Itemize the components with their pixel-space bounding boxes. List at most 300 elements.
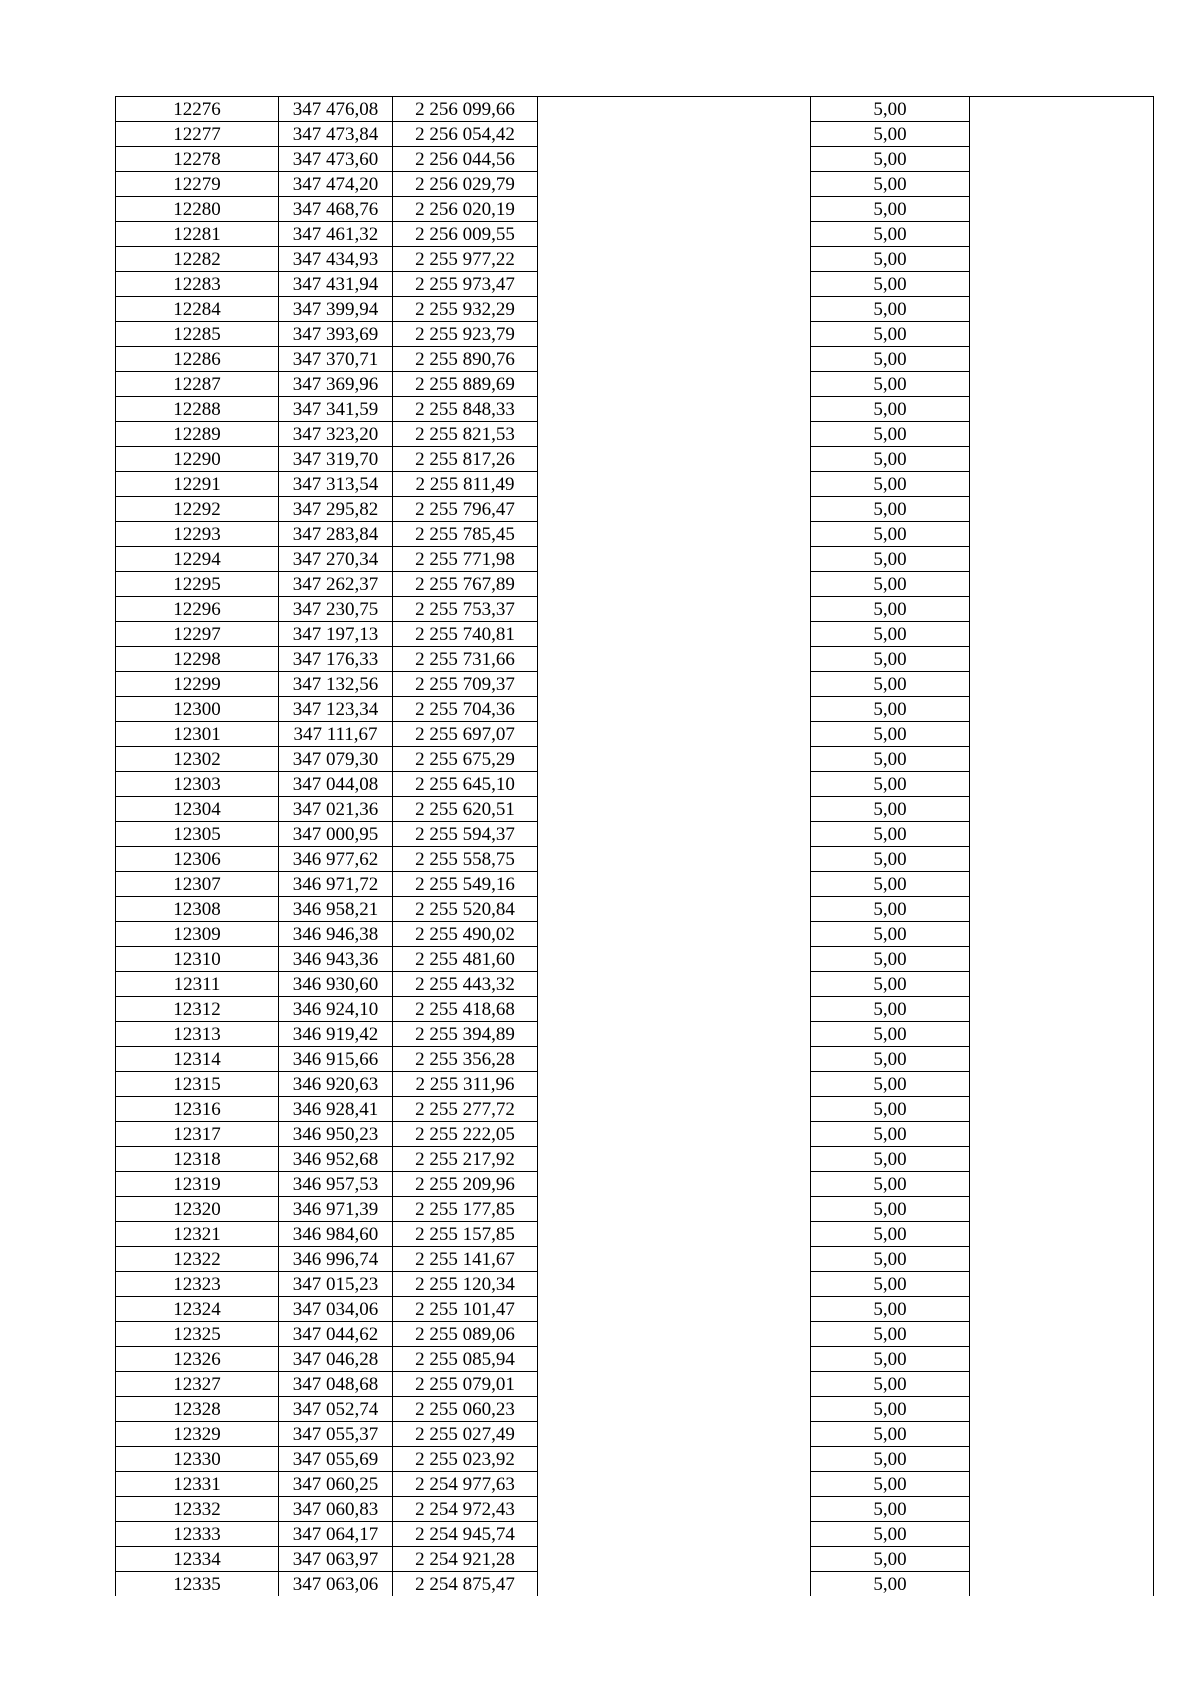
x-coordinate-cell: 346 957,53 <box>279 1172 393 1197</box>
y-coordinate-cell: 2 255 771,98 <box>393 547 538 572</box>
x-coordinate-cell: 346 950,23 <box>279 1122 393 1147</box>
y-coordinate-cell: 2 255 222,05 <box>393 1122 538 1147</box>
y-coordinate-cell: 2 255 490,02 <box>393 922 538 947</box>
accuracy-value-cell: 5,00 <box>811 872 970 897</box>
accuracy-value-cell: 5,00 <box>811 297 970 322</box>
empty-cell <box>538 547 811 572</box>
empty-cell <box>538 822 811 847</box>
x-coordinate-cell: 346 996,74 <box>279 1247 393 1272</box>
x-coordinate-cell: 346 971,72 <box>279 872 393 897</box>
y-coordinate-cell: 2 255 675,29 <box>393 747 538 772</box>
point-number-cell: 12335 <box>116 1572 279 1597</box>
empty-cell <box>538 1147 811 1172</box>
x-coordinate-cell: 347 052,74 <box>279 1397 393 1422</box>
empty-cell <box>970 1022 1154 1047</box>
accuracy-value-cell: 5,00 <box>811 1547 970 1572</box>
point-number-cell: 12290 <box>116 447 279 472</box>
empty-cell <box>538 247 811 272</box>
empty-cell <box>538 572 811 597</box>
point-number-cell: 12328 <box>116 1397 279 1422</box>
accuracy-value-cell: 5,00 <box>811 1222 970 1247</box>
x-coordinate-cell: 346 928,41 <box>279 1097 393 1122</box>
x-coordinate-cell: 347 431,94 <box>279 272 393 297</box>
table-row <box>116 197 1154 222</box>
y-coordinate-cell: 2 255 060,23 <box>393 1397 538 1422</box>
y-coordinate-cell: 2 256 020,19 <box>393 197 538 222</box>
table-row <box>116 1447 1154 1472</box>
empty-cell <box>538 1047 811 1072</box>
table-row <box>116 122 1154 147</box>
table-row <box>116 1172 1154 1197</box>
empty-cell <box>970 722 1154 747</box>
x-coordinate-cell: 346 930,60 <box>279 972 393 997</box>
empty-cell <box>970 1472 1154 1497</box>
empty-cell <box>538 1297 811 1322</box>
x-coordinate-cell: 347 044,62 <box>279 1322 393 1347</box>
empty-cell <box>538 147 811 172</box>
point-number-cell: 12294 <box>116 547 279 572</box>
empty-cell <box>538 1222 811 1247</box>
table-row <box>116 1272 1154 1297</box>
accuracy-value-cell: 5,00 <box>811 1347 970 1372</box>
empty-cell <box>970 122 1154 147</box>
x-coordinate-cell: 347 393,69 <box>279 322 393 347</box>
table-row <box>116 1572 1154 1597</box>
empty-cell <box>970 147 1154 172</box>
empty-cell <box>970 872 1154 897</box>
empty-cell <box>970 1447 1154 1472</box>
y-coordinate-cell: 2 255 394,89 <box>393 1022 538 1047</box>
empty-cell <box>970 1572 1154 1597</box>
x-coordinate-cell: 347 474,20 <box>279 172 393 197</box>
empty-cell <box>538 722 811 747</box>
y-coordinate-cell: 2 255 817,26 <box>393 447 538 472</box>
empty-cell <box>538 697 811 722</box>
y-coordinate-cell: 2 255 027,49 <box>393 1422 538 1447</box>
empty-cell <box>538 1422 811 1447</box>
empty-cell <box>970 1347 1154 1372</box>
x-coordinate-cell: 347 476,08 <box>279 97 393 122</box>
point-number-cell: 12286 <box>116 347 279 372</box>
x-coordinate-cell: 346 984,60 <box>279 1222 393 1247</box>
empty-cell <box>970 247 1154 272</box>
point-number-cell: 12312 <box>116 997 279 1022</box>
table-row <box>116 172 1154 197</box>
empty-cell <box>538 322 811 347</box>
y-coordinate-cell: 2 255 785,45 <box>393 522 538 547</box>
accuracy-value-cell: 5,00 <box>811 1022 970 1047</box>
accuracy-value-cell: 5,00 <box>811 422 970 447</box>
empty-cell <box>538 1122 811 1147</box>
empty-cell <box>970 1097 1154 1122</box>
accuracy-value-cell: 5,00 <box>811 1522 970 1547</box>
y-coordinate-cell: 2 255 923,79 <box>393 322 538 347</box>
y-coordinate-cell: 2 256 054,42 <box>393 122 538 147</box>
y-coordinate-cell: 2 255 277,72 <box>393 1097 538 1122</box>
point-number-cell: 12322 <box>116 1247 279 1272</box>
table-row <box>116 797 1154 822</box>
accuracy-value-cell: 5,00 <box>811 797 970 822</box>
empty-cell <box>538 772 811 797</box>
x-coordinate-cell: 347 323,20 <box>279 422 393 447</box>
table-row <box>116 1097 1154 1122</box>
x-coordinate-cell: 347 461,32 <box>279 222 393 247</box>
empty-cell <box>538 1072 811 1097</box>
table-row <box>116 597 1154 622</box>
empty-cell <box>970 797 1154 822</box>
y-coordinate-cell: 2 255 520,84 <box>393 897 538 922</box>
x-coordinate-cell: 347 319,70 <box>279 447 393 472</box>
point-number-cell: 12288 <box>116 397 279 422</box>
point-number-cell: 12283 <box>116 272 279 297</box>
empty-cell <box>538 897 811 922</box>
y-coordinate-cell: 2 255 481,60 <box>393 947 538 972</box>
empty-cell <box>538 797 811 822</box>
empty-cell <box>970 1122 1154 1147</box>
point-number-cell: 12318 <box>116 1147 279 1172</box>
point-number-cell: 12289 <box>116 422 279 447</box>
x-coordinate-cell: 346 924,10 <box>279 997 393 1022</box>
accuracy-value-cell: 5,00 <box>811 472 970 497</box>
accuracy-value-cell: 5,00 <box>811 1572 970 1597</box>
table-row <box>116 522 1154 547</box>
x-coordinate-cell: 347 468,76 <box>279 197 393 222</box>
x-coordinate-cell: 347 341,59 <box>279 397 393 422</box>
empty-cell <box>538 747 811 772</box>
table-row <box>116 472 1154 497</box>
accuracy-value-cell: 5,00 <box>811 947 970 972</box>
y-coordinate-cell: 2 255 311,96 <box>393 1072 538 1097</box>
y-coordinate-cell: 2 255 141,67 <box>393 1247 538 1272</box>
empty-cell <box>970 322 1154 347</box>
empty-cell <box>538 1547 811 1572</box>
point-number-cell: 12292 <box>116 497 279 522</box>
y-coordinate-cell: 2 255 973,47 <box>393 272 538 297</box>
empty-cell <box>970 272 1154 297</box>
empty-cell <box>970 847 1154 872</box>
point-number-cell: 12311 <box>116 972 279 997</box>
x-coordinate-cell: 347 176,33 <box>279 647 393 672</box>
empty-cell <box>970 222 1154 247</box>
point-number-cell: 12302 <box>116 747 279 772</box>
y-coordinate-cell: 2 255 085,94 <box>393 1347 538 1372</box>
y-coordinate-cell: 2 255 977,22 <box>393 247 538 272</box>
y-coordinate-cell: 2 255 704,36 <box>393 697 538 722</box>
table-row <box>116 722 1154 747</box>
empty-cell <box>970 1297 1154 1322</box>
y-coordinate-cell: 2 255 731,66 <box>393 647 538 672</box>
x-coordinate-cell: 347 270,34 <box>279 547 393 572</box>
point-number-cell: 12310 <box>116 947 279 972</box>
point-number-cell: 12285 <box>116 322 279 347</box>
accuracy-value-cell: 5,00 <box>811 997 970 1022</box>
table-row <box>116 1122 1154 1147</box>
empty-cell <box>538 972 811 997</box>
point-number-cell: 12281 <box>116 222 279 247</box>
table-row <box>116 747 1154 772</box>
table-row <box>116 772 1154 797</box>
table-row <box>116 422 1154 447</box>
table-row <box>116 1497 1154 1522</box>
empty-cell <box>538 1522 811 1547</box>
y-coordinate-cell: 2 254 977,63 <box>393 1472 538 1497</box>
empty-cell <box>538 297 811 322</box>
x-coordinate-cell: 347 055,69 <box>279 1447 393 1472</box>
point-number-cell: 12282 <box>116 247 279 272</box>
point-number-cell: 12323 <box>116 1272 279 1297</box>
empty-cell <box>538 847 811 872</box>
empty-cell <box>970 1197 1154 1222</box>
x-coordinate-cell: 347 060,25 <box>279 1472 393 1497</box>
accuracy-value-cell: 5,00 <box>811 1372 970 1397</box>
point-number-cell: 12279 <box>116 172 279 197</box>
accuracy-value-cell: 5,00 <box>811 222 970 247</box>
x-coordinate-cell: 346 952,68 <box>279 1147 393 1172</box>
y-coordinate-cell: 2 255 120,34 <box>393 1272 538 1297</box>
table-row <box>116 1322 1154 1347</box>
accuracy-value-cell: 5,00 <box>811 1072 970 1097</box>
x-coordinate-cell: 347 473,60 <box>279 147 393 172</box>
accuracy-value-cell: 5,00 <box>811 197 970 222</box>
empty-cell <box>538 672 811 697</box>
y-coordinate-cell: 2 255 558,75 <box>393 847 538 872</box>
table-row <box>116 1472 1154 1497</box>
point-number-cell: 12303 <box>116 772 279 797</box>
table-row <box>116 947 1154 972</box>
y-coordinate-cell: 2 256 044,56 <box>393 147 538 172</box>
table-row <box>116 97 1154 122</box>
y-coordinate-cell: 2 255 890,76 <box>393 347 538 372</box>
x-coordinate-cell: 347 434,93 <box>279 247 393 272</box>
accuracy-value-cell: 5,00 <box>811 1422 970 1447</box>
empty-cell <box>538 472 811 497</box>
accuracy-value-cell: 5,00 <box>811 547 970 572</box>
y-coordinate-cell: 2 256 099,66 <box>393 97 538 122</box>
table-row <box>116 1297 1154 1322</box>
accuracy-value-cell: 5,00 <box>811 747 970 772</box>
empty-cell <box>970 1372 1154 1397</box>
accuracy-value-cell: 5,00 <box>811 1247 970 1272</box>
x-coordinate-cell: 347 046,28 <box>279 1347 393 1372</box>
y-coordinate-cell: 2 255 848,33 <box>393 397 538 422</box>
table-row <box>116 297 1154 322</box>
accuracy-value-cell: 5,00 <box>811 897 970 922</box>
empty-cell <box>538 1322 811 1347</box>
accuracy-value-cell: 5,00 <box>811 1397 970 1422</box>
point-number-cell: 12333 <box>116 1522 279 1547</box>
table-row <box>116 1547 1154 1572</box>
empty-cell <box>970 622 1154 647</box>
point-number-cell: 12295 <box>116 572 279 597</box>
x-coordinate-cell: 347 060,83 <box>279 1497 393 1522</box>
table-row <box>116 1522 1154 1547</box>
x-coordinate-cell: 346 958,21 <box>279 897 393 922</box>
x-coordinate-cell: 347 111,67 <box>279 722 393 747</box>
point-number-cell: 12296 <box>116 597 279 622</box>
empty-cell <box>538 347 811 372</box>
table-row <box>116 1347 1154 1372</box>
empty-cell <box>538 1272 811 1297</box>
empty-cell <box>970 747 1154 772</box>
y-coordinate-cell: 2 255 821,53 <box>393 422 538 447</box>
accuracy-value-cell: 5,00 <box>811 1497 970 1522</box>
x-coordinate-cell: 346 971,39 <box>279 1197 393 1222</box>
empty-cell <box>970 597 1154 622</box>
y-coordinate-cell: 2 255 740,81 <box>393 622 538 647</box>
x-coordinate-cell: 347 132,56 <box>279 672 393 697</box>
y-coordinate-cell: 2 255 157,85 <box>393 1222 538 1247</box>
x-coordinate-cell: 347 015,23 <box>279 1272 393 1297</box>
empty-cell <box>970 1322 1154 1347</box>
x-coordinate-cell: 347 044,08 <box>279 772 393 797</box>
accuracy-value-cell: 5,00 <box>811 1047 970 1072</box>
empty-cell <box>538 1572 811 1597</box>
empty-cell <box>970 522 1154 547</box>
empty-cell <box>970 372 1154 397</box>
empty-cell <box>538 372 811 397</box>
accuracy-value-cell: 5,00 <box>811 447 970 472</box>
y-coordinate-cell: 2 255 889,69 <box>393 372 538 397</box>
y-coordinate-cell: 2 255 089,06 <box>393 1322 538 1347</box>
table-row <box>116 397 1154 422</box>
table-row <box>116 647 1154 672</box>
y-coordinate-cell: 2 254 921,28 <box>393 1547 538 1572</box>
y-coordinate-cell: 2 255 932,29 <box>393 297 538 322</box>
table-row <box>116 1022 1154 1047</box>
accuracy-value-cell: 5,00 <box>811 772 970 797</box>
y-coordinate-cell: 2 255 209,96 <box>393 1172 538 1197</box>
x-coordinate-cell: 347 055,37 <box>279 1422 393 1447</box>
empty-cell <box>538 97 811 122</box>
empty-cell <box>970 822 1154 847</box>
empty-cell <box>970 1397 1154 1422</box>
x-coordinate-cell: 347 079,30 <box>279 747 393 772</box>
x-coordinate-cell: 346 943,36 <box>279 947 393 972</box>
empty-cell <box>538 622 811 647</box>
accuracy-value-cell: 5,00 <box>811 622 970 647</box>
empty-cell <box>970 672 1154 697</box>
table-row <box>116 822 1154 847</box>
table-row <box>116 147 1154 172</box>
point-number-cell: 12309 <box>116 922 279 947</box>
accuracy-value-cell: 5,00 <box>811 1172 970 1197</box>
table-row <box>116 847 1154 872</box>
empty-cell <box>538 922 811 947</box>
point-number-cell: 12330 <box>116 1447 279 1472</box>
table-row <box>116 997 1154 1022</box>
empty-cell <box>970 297 1154 322</box>
empty-cell <box>970 472 1154 497</box>
empty-cell <box>538 1397 811 1422</box>
empty-cell <box>538 422 811 447</box>
x-coordinate-cell: 347 230,75 <box>279 597 393 622</box>
empty-cell <box>970 772 1154 797</box>
empty-cell <box>538 1022 811 1047</box>
x-coordinate-cell: 347 048,68 <box>279 1372 393 1397</box>
empty-cell <box>970 197 1154 222</box>
coordinates-table <box>115 96 1154 1596</box>
y-coordinate-cell: 2 255 079,01 <box>393 1372 538 1397</box>
accuracy-value-cell: 5,00 <box>811 372 970 397</box>
y-coordinate-cell: 2 255 418,68 <box>393 997 538 1022</box>
empty-cell <box>538 522 811 547</box>
empty-cell <box>970 922 1154 947</box>
empty-cell <box>538 222 811 247</box>
y-coordinate-cell: 2 255 101,47 <box>393 1297 538 1322</box>
table-row <box>116 1397 1154 1422</box>
table-row <box>116 272 1154 297</box>
point-number-cell: 12297 <box>116 622 279 647</box>
x-coordinate-cell: 347 197,13 <box>279 622 393 647</box>
accuracy-value-cell: 5,00 <box>811 847 970 872</box>
x-coordinate-cell: 347 473,84 <box>279 122 393 147</box>
empty-cell <box>970 897 1154 922</box>
y-coordinate-cell: 2 255 443,32 <box>393 972 538 997</box>
point-number-cell: 12319 <box>116 1172 279 1197</box>
table-row <box>116 247 1154 272</box>
table-row <box>116 1072 1154 1097</box>
table-row <box>116 697 1154 722</box>
empty-cell <box>538 997 811 1022</box>
x-coordinate-cell: 347 021,36 <box>279 797 393 822</box>
y-coordinate-cell: 2 255 217,92 <box>393 1147 538 1172</box>
point-number-cell: 12331 <box>116 1472 279 1497</box>
point-number-cell: 12293 <box>116 522 279 547</box>
accuracy-value-cell: 5,00 <box>811 497 970 522</box>
accuracy-value-cell: 5,00 <box>811 1447 970 1472</box>
point-number-cell: 12308 <box>116 897 279 922</box>
y-coordinate-cell: 2 255 620,51 <box>393 797 538 822</box>
empty-cell <box>970 972 1154 997</box>
x-coordinate-cell: 346 915,66 <box>279 1047 393 1072</box>
x-coordinate-cell: 347 369,96 <box>279 372 393 397</box>
empty-cell <box>970 1547 1154 1572</box>
accuracy-value-cell: 5,00 <box>811 672 970 697</box>
x-coordinate-cell: 347 064,17 <box>279 1522 393 1547</box>
point-number-cell: 12278 <box>116 147 279 172</box>
empty-cell <box>970 347 1154 372</box>
empty-cell <box>970 1422 1154 1447</box>
table-row <box>116 897 1154 922</box>
point-number-cell: 12334 <box>116 1547 279 1572</box>
point-number-cell: 12321 <box>116 1222 279 1247</box>
table-row <box>116 922 1154 947</box>
empty-cell <box>538 1497 811 1522</box>
x-coordinate-cell: 347 313,54 <box>279 472 393 497</box>
accuracy-value-cell: 5,00 <box>811 397 970 422</box>
point-number-cell: 12305 <box>116 822 279 847</box>
table-row <box>116 447 1154 472</box>
y-coordinate-cell: 2 254 972,43 <box>393 1497 538 1522</box>
y-coordinate-cell: 2 256 029,79 <box>393 172 538 197</box>
table-row <box>116 1222 1154 1247</box>
table-row <box>116 372 1154 397</box>
accuracy-value-cell: 5,00 <box>811 1322 970 1347</box>
accuracy-value-cell: 5,00 <box>811 1297 970 1322</box>
point-number-cell: 12280 <box>116 197 279 222</box>
table-row <box>116 1047 1154 1072</box>
empty-cell <box>538 1197 811 1222</box>
point-number-cell: 12324 <box>116 1297 279 1322</box>
empty-cell <box>970 572 1154 597</box>
point-number-cell: 12287 <box>116 372 279 397</box>
accuracy-value-cell: 5,00 <box>811 1147 970 1172</box>
point-number-cell: 12326 <box>116 1347 279 1372</box>
point-number-cell: 12332 <box>116 1497 279 1522</box>
x-coordinate-cell: 347 063,97 <box>279 1547 393 1572</box>
empty-cell <box>970 1172 1154 1197</box>
empty-cell <box>970 1497 1154 1522</box>
